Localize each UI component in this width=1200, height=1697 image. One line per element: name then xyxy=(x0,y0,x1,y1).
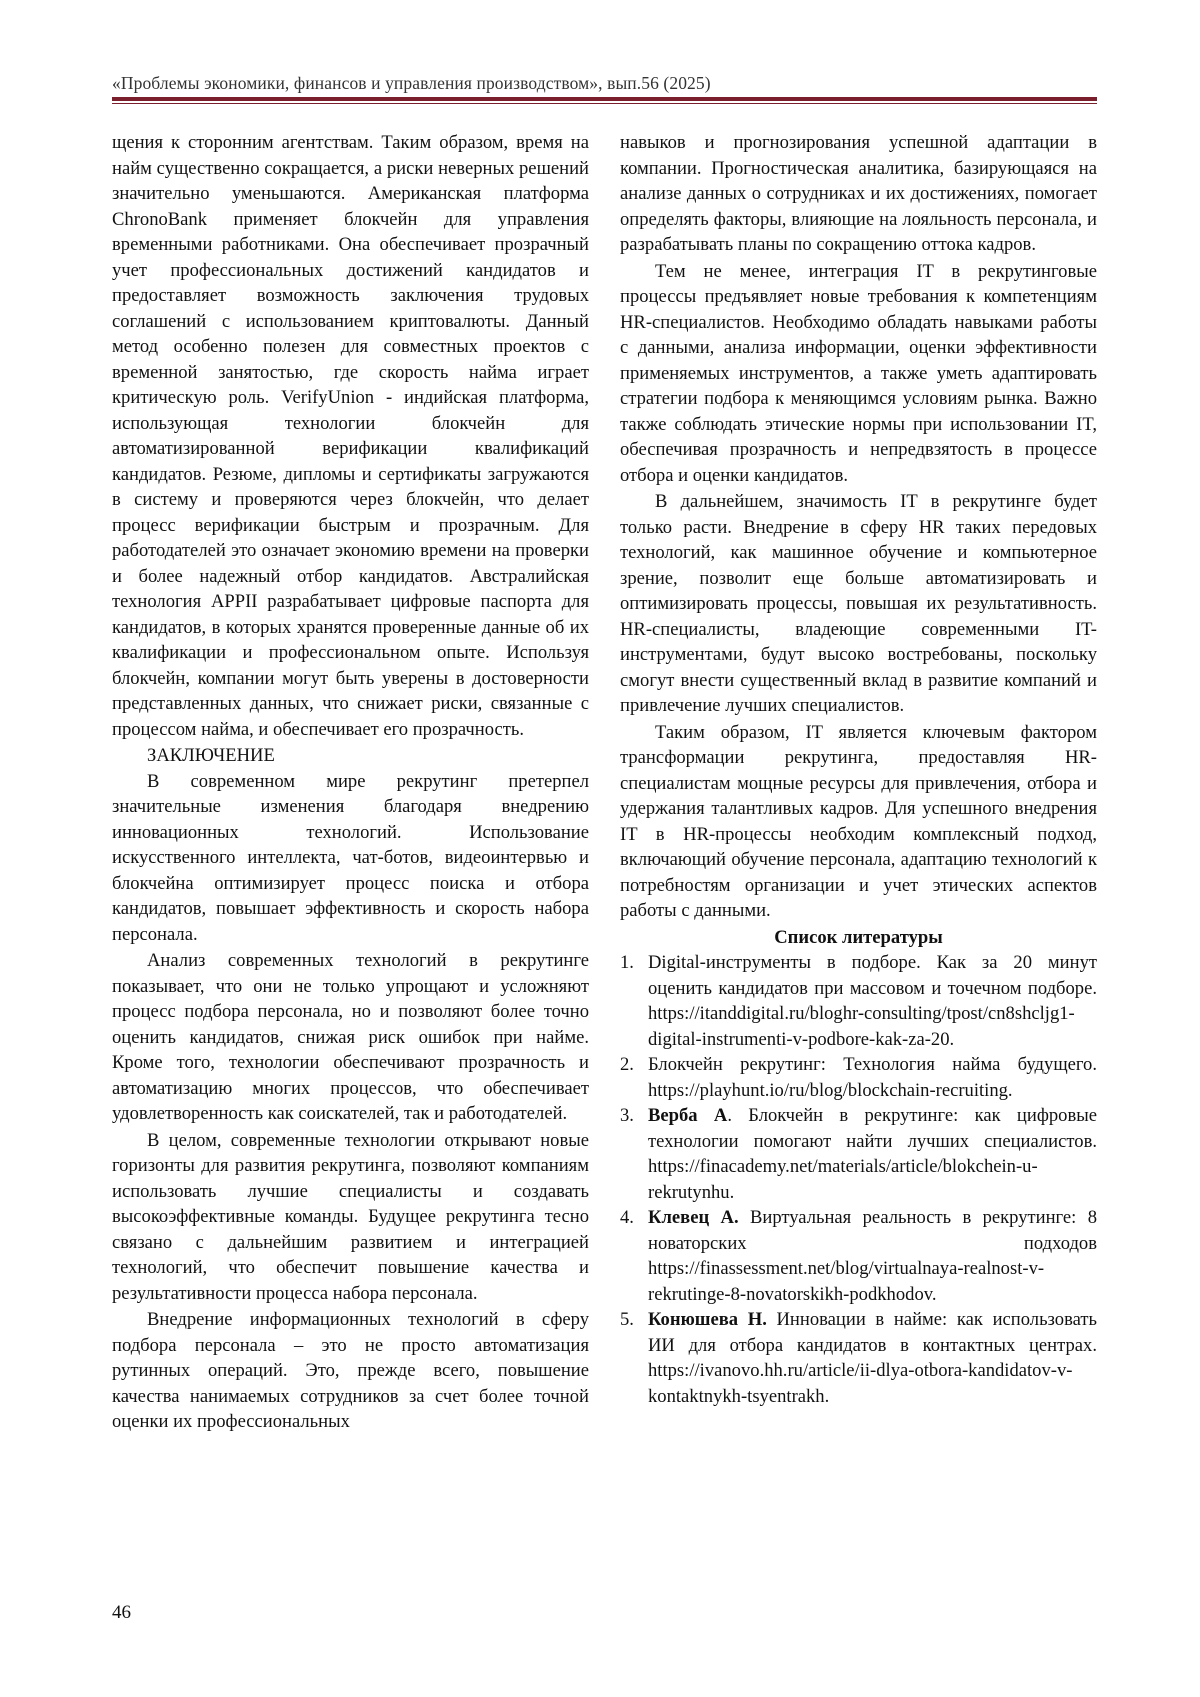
right-paragraph-3: В дальнейшем, значимость IT в рекрутинге будет только расти. Внедрение в сферу HR таких передовых технологий, как машинное обучение и компьютерное зрение, позволит еще больше автоматизировать и оптимизировать процессы, повышая их результативность. HR-специалисты, владеющие современными IT-инструментами, будут высоко востребованы, поскольку смогут внести существенный вклад в развитие компаний и привлечение лучших специалистов. xyxy=(620,491,1097,716)
reference-body: Инновации в найме: как использовать ИИ для отбора кандидатов в контактных центрах. https://ivanovo.hh.ru/article/ii-dlya-otbora-kandidatov-v-kontaktnykh-tsyentrakh. xyxy=(648,1309,1097,1407)
reference-number: 5. xyxy=(620,1309,634,1330)
left-paragraph-1: щения к сторонним агентствам. Таким образом, время на найм существенно сокращается, а риски неверных решений значительно уменьшаются. Американская платформа ChronoBank применяет блокчейн для управления временными работниками. Она обеспечивает прозрачный учет профессиональных достижений кандидатов и предоставляет возможность заключения трудовых соглашений с использованием криптовалюты. Данный метод особенно полезен для совместных проектов с временной занятостью, где скорость найма играет критическую роль. VerifyUnion - индийская платформа, использующая технологии блокчейн для автоматизированной верификации квалификаций кандидатов. Резюме, дипломы и сертификаты загружаются в систему и проверяются через блокчейн, что делает процесс верификации быстрым и прозрачным. Для работодателей это означает экономию времени на проверки и более надежный отбор кандидатов. Австралийская технология APPII разрабатывает цифровые паспорта для кандидатов, в которых хранятся проверенные данные об их квалификации и профессиональном опыте. Используя блокчейн, компании могут быть уверены в достоверности представленных данных, что снижает риски, связанные с процессом найма, и обеспечивает его прозрачность. xyxy=(112,132,589,740)
left-paragraph-3: Анализ современных технологий в рекрутинге показывает, что они не только упрощают и усложняют процесс подбора персонала, но и позволяют более точно оценить кандидатов, снижая риск ошибок при найме. Кроме того, технологии обеспечивают прозрачность и автоматизацию многих процессов, что обеспечивает удовлетворенность как соискателей, так и работодателей. xyxy=(112,950,589,1124)
reference-text xyxy=(648,1307,1097,1409)
reference-item xyxy=(620,950,1097,1052)
running-header: «Проблемы экономики, финансов и управления производством», вып.56 (2025) xyxy=(112,73,711,93)
reference-item xyxy=(620,1205,1097,1307)
right-paragraph-4: Таким образом, IT является ключевым фактором трансформации рекрутинга, предоставляя HR-специалистам мощные ресурсы для привлечения, отбора и удержания талантливых кадров. Для успешного внедрения IT в HR-процессы необходим комплексный подход, включающий обучение персонала, адаптацию технологий к потребностям организации и учет этических аспектов работы с данными. xyxy=(620,721,1097,921)
header-rule-thick xyxy=(112,97,1097,101)
reference-body: Виртуальная реальность в рекрутинге: 8 новаторских подходов https://finassessment.net/blog/virtualnaya-realnost-v-rekrutinge-8-novatorskikh-podkhodov. xyxy=(648,1207,1097,1305)
reference-body: Блокчейн рекрутинг: Технология найма будущего. https://playhunt.io/ru/blog/blockchain-recruiting. xyxy=(648,1054,1097,1101)
reference-number: 4. xyxy=(620,1207,634,1228)
left-paragraph-5: Внедрение информационных технологий в сферу подбора персонала – это не просто автоматизация рутинных операций. Это, прежде всего, повышение качества нанимаемых сотрудников за счет более точной оценки их профессиональных xyxy=(112,1309,589,1432)
left-paragraph-2: В современном мире рекрутинг претерпел значительные изменения благодаря внедрению инновационных технологий. Использование искусственного интеллекта, чат-ботов, видеоинтервью и блокчейна оптимизирует процесс поиска и отбора кандидатов, повышает эффективность и скорость набора персонала. xyxy=(112,770,589,945)
left-paragraph-4: В целом, современные технологии открывают новые горизонты для развития рекрутинга, позволяют компаниям использовать лучшие специалисты и создавать высокоэффективные команды. Будущее рекрутинга тесно связано с дальнейшим развитием и интеграцией технологий, что обеспечит повышение качества и результативности процесса набора персонала. xyxy=(112,1129,589,1304)
right-column xyxy=(620,130,1097,1409)
reference-number: 3. xyxy=(620,1105,634,1126)
page-number: 46 xyxy=(112,1602,131,1623)
reference-author: Клевец А. xyxy=(648,1207,739,1228)
reference-body: . Блокчейн в рекрутинге: как цифровые технологии помогают найти лучших специалистов. https://finacademy.net/materials/article/blokchein-u-rekrutynhu. xyxy=(648,1105,1097,1203)
reference-text xyxy=(648,950,1097,1052)
reference-text xyxy=(648,1103,1097,1205)
reference-author: Верба А xyxy=(648,1105,728,1126)
reference-number: 2. xyxy=(620,1054,634,1075)
left-column xyxy=(112,130,589,1436)
section-title-conclusion: ЗАКЛЮЧЕНИЕ xyxy=(147,745,275,766)
right-paragraph-2: Тем не менее, интеграция IT в рекрутинговые процессы предъявляет новые требования к компетенциям HR-специалистов. Необходимо обладать навыками работы с данными, анализа информации, оценки эффективности применяемых инструментов, а также уметь адаптировать стратегии подбора к меняющимся условиям рынка. Важно также соблюдать этические нормы при использовании IT, обеспечивая прозрачность и непредвзятость в процессе отбора и оценки кандидатов. xyxy=(620,260,1097,486)
references-list xyxy=(620,950,1097,1409)
references-title: Список литературы xyxy=(774,926,943,948)
right-paragraph-1: навыков и прогнозирования успешной адаптации в компании. Прогностическая аналитика, базирующаяся на анализе данных о сотрудниках и их достижениях, помогает определять факторы, влияющие на лояльность персонала, и разрабатывать планы по сокращению оттока кадров. xyxy=(620,132,1097,255)
reference-number: 1. xyxy=(620,952,634,973)
header-rule-thin xyxy=(112,103,1097,104)
reference-text xyxy=(648,1052,1097,1103)
reference-text xyxy=(648,1205,1097,1307)
reference-item xyxy=(620,1103,1097,1205)
reference-body: Digital-инструменты в подборе. Как за 20 минут оценить кандидатов при массовом и точечном подборе. https://itanddigital.ru/bloghr-consulting/tpost/cn8shcljg1-digital-instrumenti-v-podbore-kak-za-20. xyxy=(648,952,1097,1050)
reference-author: Конюшева Н. xyxy=(648,1309,767,1330)
reference-item xyxy=(620,1052,1097,1103)
reference-item xyxy=(620,1307,1097,1409)
